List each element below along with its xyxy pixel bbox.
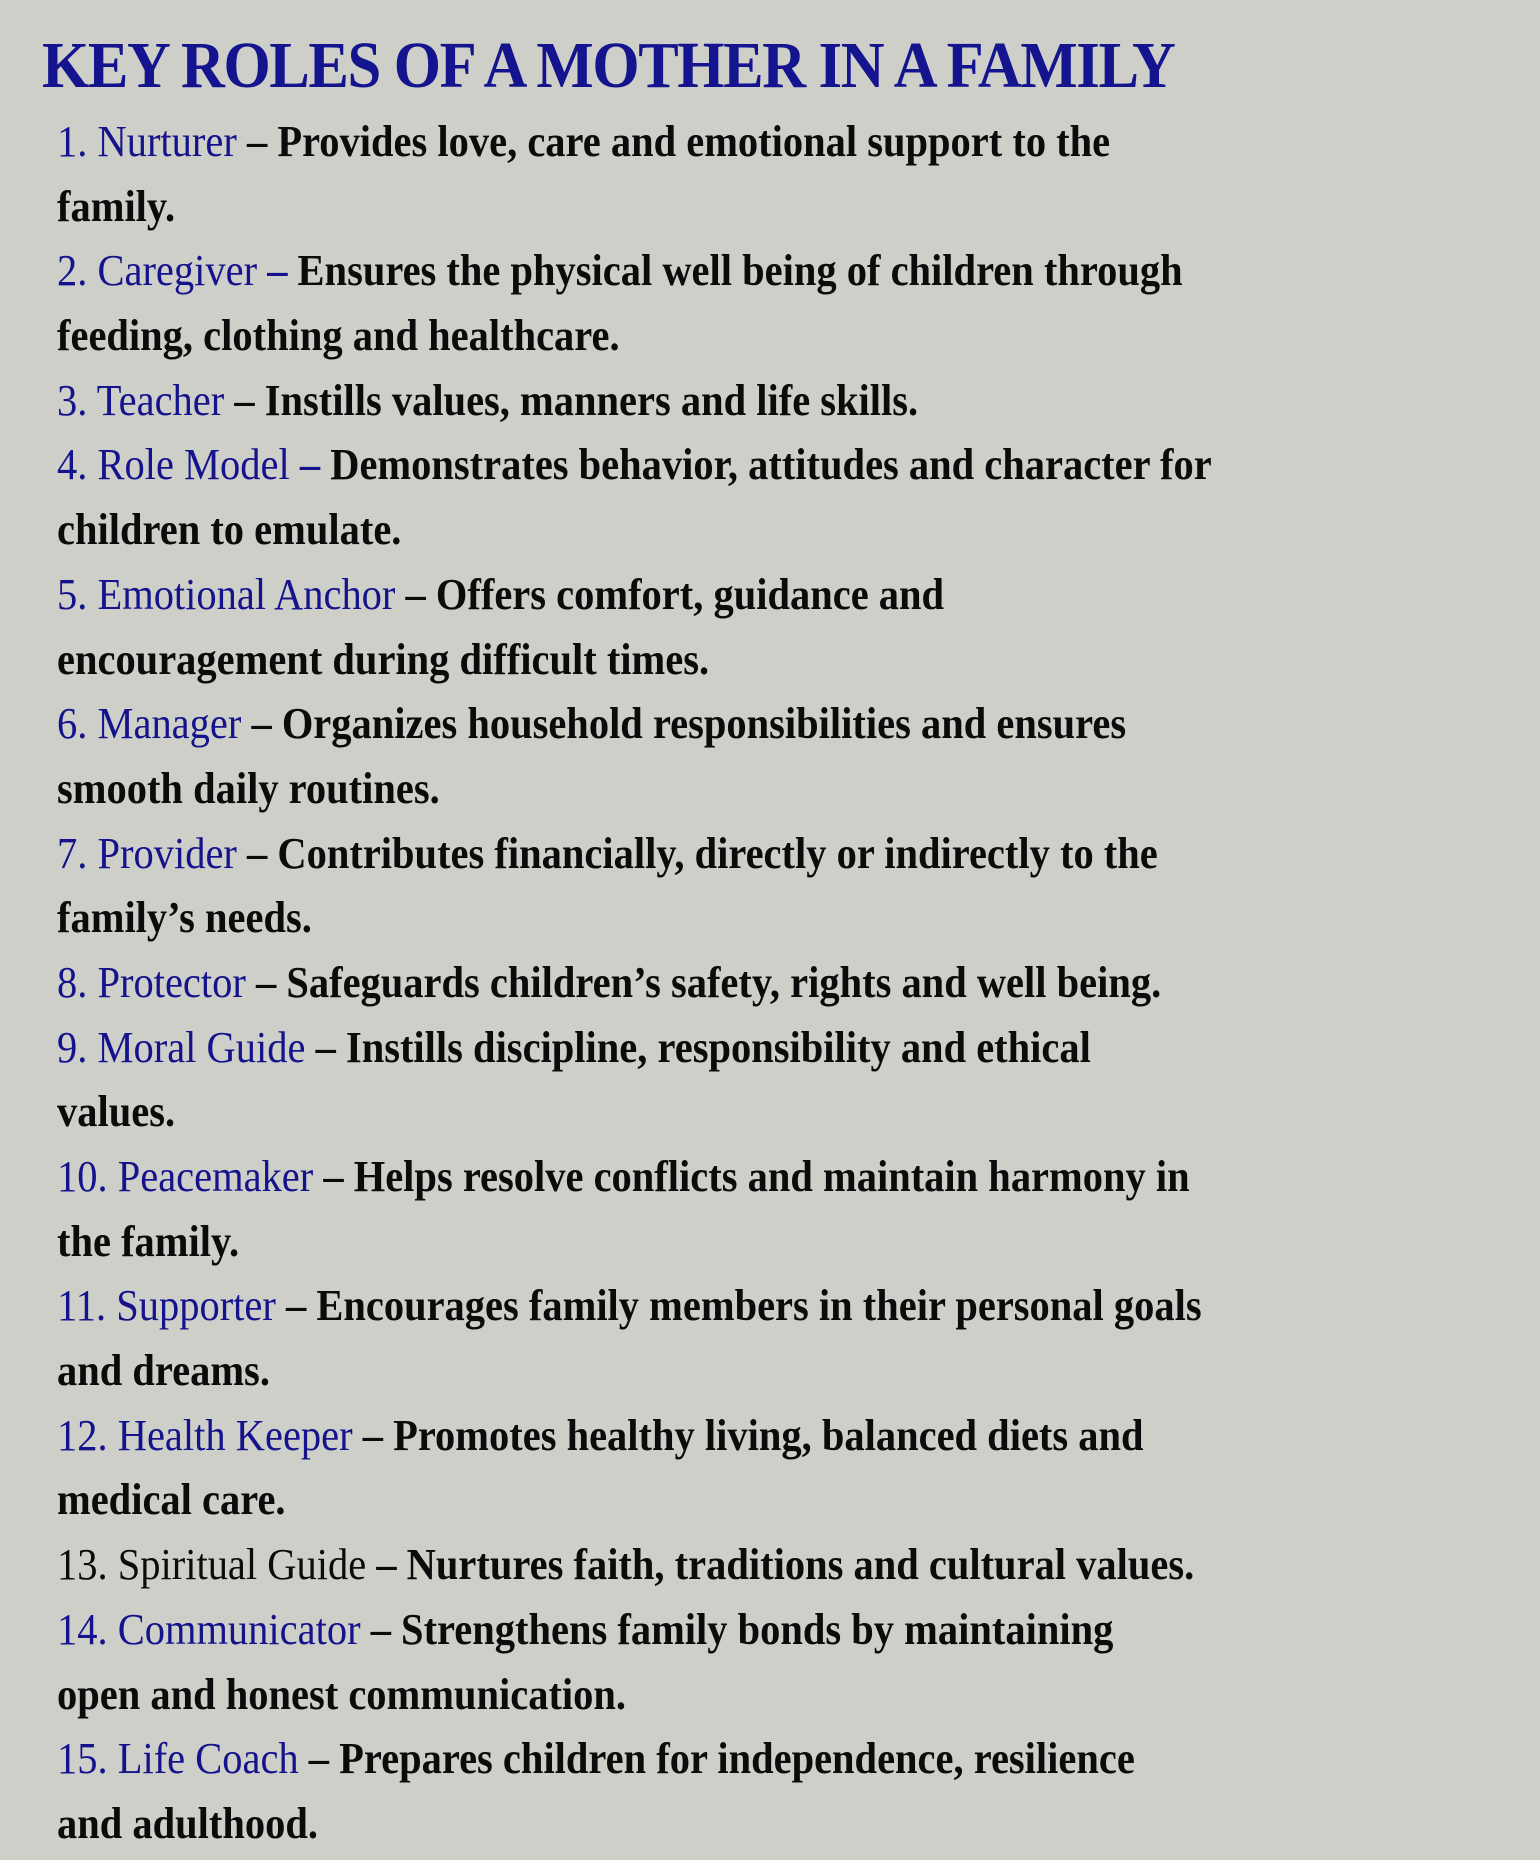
role-description-continued: encouragement during difficult times. bbox=[57, 634, 710, 684]
role-number: 3. bbox=[57, 375, 88, 425]
role-name: Supporter bbox=[116, 1281, 276, 1331]
role-item bbox=[57, 1274, 1400, 1403]
role-number: 10. bbox=[57, 1152, 108, 1201]
role-first-line bbox=[57, 1145, 1400, 1210]
role-description: Provides love, care and emotional support to the bbox=[277, 117, 1111, 166]
role-number: 6. bbox=[57, 699, 88, 749]
role-description: Promotes healthy living, balanced diets and bbox=[393, 1410, 1144, 1460]
role-item bbox=[57, 1016, 1400, 1145]
role-title bbox=[57, 246, 257, 295]
role-separator: – bbox=[236, 117, 278, 166]
role-title bbox=[57, 1734, 299, 1783]
role-title bbox=[57, 1023, 305, 1072]
role-name: Moral Guide bbox=[97, 1022, 306, 1072]
role-name: Caregiver bbox=[97, 246, 258, 296]
role-item bbox=[57, 110, 1400, 239]
role-separator: – bbox=[313, 1152, 354, 1201]
role-number: 13. bbox=[57, 1540, 108, 1590]
role-item bbox=[57, 822, 1400, 951]
role-title bbox=[57, 699, 241, 748]
role-title bbox=[57, 829, 237, 878]
role-description-continued: smooth daily routines. bbox=[57, 763, 440, 813]
role-number: 1. bbox=[57, 117, 88, 166]
role-first-line bbox=[57, 692, 1400, 757]
role-title bbox=[57, 1540, 366, 1589]
page-title: KEY ROLES OF A MOTHER IN A FAMILY bbox=[42, 29, 1175, 102]
role-item bbox=[57, 239, 1400, 368]
role-name: Teacher bbox=[96, 375, 225, 425]
role-number: 7. bbox=[57, 828, 88, 878]
role-description-continued: feeding, clothing and healthcare. bbox=[57, 311, 620, 361]
role-separator: – bbox=[366, 1540, 407, 1590]
role-description: Strengthens family bonds by maintaining bbox=[401, 1604, 1114, 1654]
role-title bbox=[57, 1152, 313, 1201]
role-item bbox=[57, 433, 1400, 562]
role-first-line bbox=[57, 1598, 1400, 1663]
role-title bbox=[57, 1411, 353, 1460]
role-first-line bbox=[57, 1274, 1400, 1339]
role-number: 2. bbox=[57, 246, 88, 296]
role-item bbox=[57, 692, 1400, 821]
role-item bbox=[57, 369, 1400, 434]
role-number: 8. bbox=[57, 957, 88, 1007]
role-name: Provider bbox=[97, 828, 237, 878]
role-title bbox=[57, 570, 395, 619]
role-description-continued: medical care. bbox=[57, 1475, 286, 1525]
role-number: 11. bbox=[57, 1281, 107, 1331]
role-item bbox=[57, 1404, 1400, 1533]
role-name: Life Coach bbox=[117, 1734, 299, 1784]
role-description-continued: family. bbox=[57, 181, 176, 231]
role-description: Demonstrates behavior, attitudes and character for bbox=[330, 440, 1212, 490]
role-name: Manager bbox=[97, 699, 242, 749]
role-number: 5. bbox=[57, 569, 88, 619]
role-description: Contributes financially, directly or indirectly to the bbox=[277, 828, 1158, 878]
role-title bbox=[57, 440, 290, 489]
role-separator: – bbox=[395, 569, 436, 619]
role-description: Nurtures faith, traditions and cultural values. bbox=[406, 1540, 1195, 1590]
role-title bbox=[57, 376, 224, 425]
role-description-continued: values. bbox=[57, 1087, 176, 1137]
role-description-continued: children to emulate. bbox=[57, 505, 402, 555]
role-first-line bbox=[57, 239, 1400, 304]
role-title bbox=[57, 117, 237, 166]
role-description-continued: open and honest communication. bbox=[57, 1669, 627, 1719]
role-item bbox=[57, 1533, 1400, 1598]
role-separator: – bbox=[360, 1604, 402, 1654]
role-description: Encourages family members in their personal goals bbox=[316, 1281, 1202, 1331]
role-description: Prepares children for independence, resilience bbox=[339, 1734, 1135, 1784]
role-number: 4. bbox=[57, 440, 88, 490]
role-description: Helps resolve conflicts and maintain harmony in bbox=[353, 1152, 1190, 1201]
role-first-line bbox=[57, 1727, 1400, 1792]
role-separator: – bbox=[224, 375, 265, 425]
role-title bbox=[57, 1605, 361, 1654]
role-name: Emotional Anchor bbox=[97, 569, 396, 619]
role-separator: – bbox=[245, 957, 287, 1007]
role-name: Nurturer bbox=[97, 117, 237, 166]
role-description-continued: the family. bbox=[57, 1216, 240, 1266]
role-separator: – bbox=[352, 1410, 394, 1460]
role-description-continued: and dreams. bbox=[57, 1346, 270, 1396]
role-name: Communicator bbox=[117, 1604, 361, 1654]
role-name: Role Model bbox=[97, 440, 290, 490]
role-number: 14. bbox=[57, 1604, 108, 1654]
role-description: Ensures the physical well being of children through bbox=[297, 246, 1183, 296]
role-description: Safeguards children’s safety, rights and well being. bbox=[286, 957, 1162, 1007]
role-first-line bbox=[57, 369, 1400, 434]
role-separator: – bbox=[257, 246, 298, 296]
role-description-continued: and adulthood. bbox=[57, 1798, 319, 1848]
role-separator: – bbox=[236, 828, 278, 878]
roles-list bbox=[57, 110, 1517, 1857]
role-title bbox=[57, 958, 246, 1007]
role-name: Peacemaker bbox=[117, 1152, 314, 1201]
role-separator: – bbox=[298, 1734, 340, 1784]
role-item bbox=[57, 951, 1400, 1016]
role-first-line bbox=[57, 110, 1400, 175]
role-first-line bbox=[57, 951, 1400, 1016]
role-number: 12. bbox=[57, 1410, 108, 1460]
role-first-line bbox=[57, 563, 1400, 628]
role-item bbox=[57, 1598, 1400, 1727]
role-description: Instills discipline, responsibility and ethical bbox=[345, 1022, 1091, 1072]
role-title bbox=[57, 1281, 276, 1330]
role-first-line bbox=[57, 1016, 1400, 1081]
role-first-line bbox=[57, 1533, 1400, 1598]
role-name: Spiritual Guide bbox=[117, 1540, 367, 1590]
role-item bbox=[57, 1727, 1400, 1856]
role-separator: – bbox=[305, 1022, 346, 1072]
role-name: Health Keeper bbox=[117, 1410, 353, 1460]
role-first-line bbox=[57, 433, 1400, 498]
role-first-line bbox=[57, 1404, 1400, 1469]
role-item bbox=[57, 563, 1400, 692]
role-first-line bbox=[57, 822, 1400, 887]
role-item bbox=[57, 1145, 1400, 1274]
role-number: 9. bbox=[57, 1022, 88, 1072]
role-description-continued: family’s needs. bbox=[57, 893, 312, 943]
role-separator: – bbox=[289, 440, 331, 490]
role-description: Offers comfort, guidance and bbox=[435, 569, 945, 619]
role-description: Organizes household responsibilities and ensures bbox=[281, 699, 1127, 749]
role-number: 15. bbox=[57, 1734, 108, 1784]
role-description: Instills values, manners and life skills. bbox=[264, 375, 919, 425]
role-separator: – bbox=[241, 699, 282, 749]
role-name: Protector bbox=[97, 957, 246, 1007]
role-separator: – bbox=[275, 1281, 317, 1331]
